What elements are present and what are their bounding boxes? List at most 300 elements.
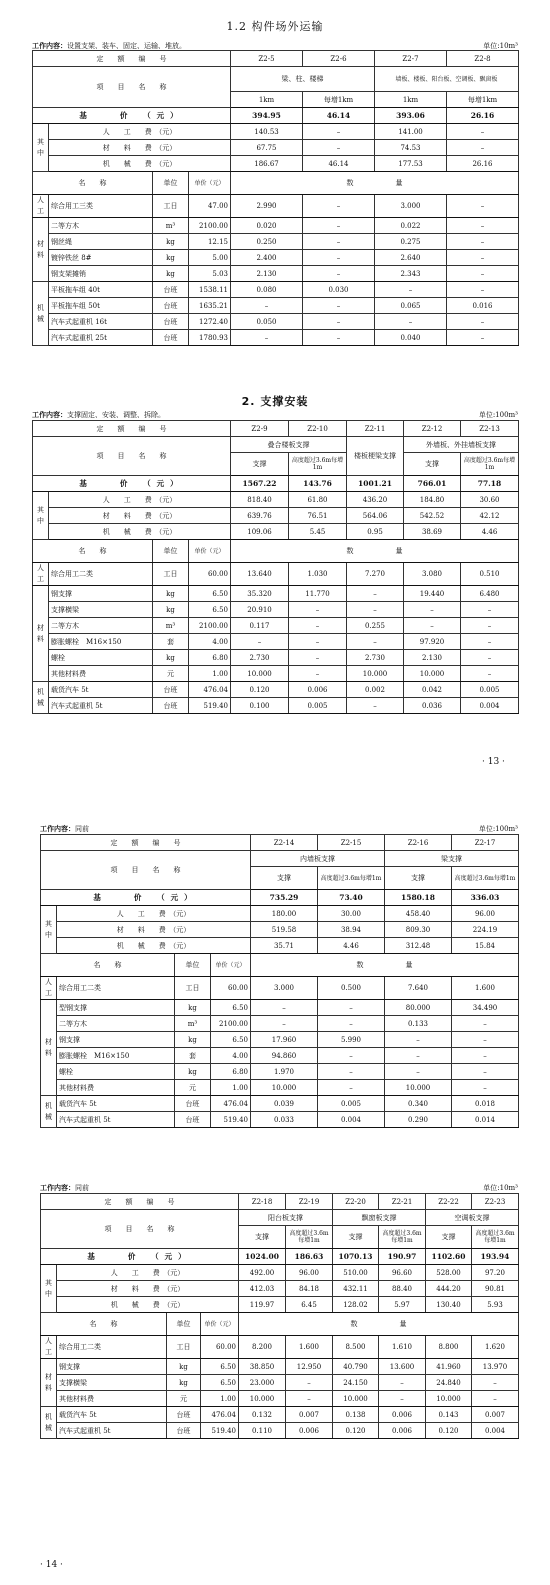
quota-code: Z2-20 [333,1194,379,1210]
quantity-value: – [303,195,375,218]
base-price-value: 26.16 [447,108,519,124]
cost-value: 4.46 [318,938,385,954]
cost-value: 492.00 [239,1265,286,1281]
quantity-value: – [447,330,519,346]
quantity-value: 0.004 [461,698,519,714]
resource-name: 钢支撑 [57,1359,167,1375]
quantity-value: 0.039 [251,1096,318,1112]
quantity-value: – [303,234,375,250]
quantity-value: – [461,618,519,634]
quantity-value: – [447,282,519,298]
name-header: 名 称 [41,1313,167,1336]
cost-value: 542.52 [404,508,461,524]
resource-unit: 工日 [175,977,211,1000]
resource-group-label: 机械 [33,282,49,346]
resource-unit: kg [175,1032,211,1048]
resource-group-label: 机械 [41,1096,57,1128]
cost-label: 机 械 费 （元） [49,524,231,540]
cost-value: 67.75 [231,140,303,156]
base-price-label: 基 价 （元） [41,1249,239,1265]
resource-name: 综合用工三类 [49,195,153,218]
quota-code: Z2-16 [385,835,452,851]
quantity-value: 20.910 [231,602,289,618]
quantity-value: 12.950 [286,1359,333,1375]
base-price-label: 基 价 （元） [33,108,231,124]
resource-name: 钢支撑 [49,586,153,602]
cost-row [33,156,519,172]
unit-label: 单位:100m³ [478,411,518,419]
cost-value: 97.20 [472,1265,519,1281]
quantity-value: 41.960 [426,1359,472,1375]
item-sub: 高度超过3.6m每增1m [461,453,519,476]
quantity-value: – [379,1375,426,1391]
resource-price: 4.00 [189,634,231,650]
resource-name: 其他材料费 [49,666,153,682]
resource-price: 519.40 [211,1112,251,1128]
cost-value: 0.95 [347,524,404,540]
item-group: 梁支撑 [385,851,519,867]
cost-value: 519.58 [251,922,318,938]
quantity-value: 0.016 [447,298,519,314]
cost-label: 机 械 费 （元） [57,938,251,954]
quantity-value: 6.480 [461,586,519,602]
resource-row [41,1375,519,1391]
resource-price: 6.50 [189,602,231,618]
quantity-value: – [447,266,519,282]
resource-unit: 台班 [153,698,189,714]
cost-label: 机 械 费 （元） [57,1297,239,1313]
resource-row [33,666,519,682]
resource-group-label: 材料 [41,1000,57,1096]
cost-value: 130.40 [426,1297,472,1313]
cost-value: 809.30 [385,922,452,938]
quantity-value: – [303,218,375,234]
quantity-value: 1.030 [289,563,347,586]
resource-unit: 台班 [167,1423,201,1439]
cost-value: 15.84 [452,938,519,954]
quantity-value: 0.036 [404,698,461,714]
quantity-value: 0.018 [452,1096,519,1112]
resource-price: 5.03 [189,266,231,282]
quantity-value: – [461,666,519,682]
quantity-value: – [318,1000,385,1016]
price-header: 单价（元） [211,954,251,977]
base-price-value: 190.97 [379,1249,426,1265]
resource-group-label: 机械 [33,682,49,714]
cost-value: 76.51 [289,508,347,524]
cost-label: 人 工 费 （元） [57,906,251,922]
cost-value: 84.18 [286,1281,333,1297]
quantity-value: – [452,1064,519,1080]
resource-name: 载货汽车 5t [57,1407,167,1423]
quantity-value: 2.730 [231,650,289,666]
quota-table-3 [40,834,519,1128]
resource-name: 汽车式起重机 5t [57,1423,167,1439]
item-sub: 每增1km [303,92,375,108]
item-sub: 高度超过3.6m每增1m [318,867,385,890]
cost-value: 46.14 [303,156,375,172]
cost-value: 140.53 [231,124,303,140]
cost-value: 74.53 [375,140,447,156]
resource-name: 汽车式起重机 16t [49,314,153,330]
resource-group-label: 材料 [33,218,49,282]
resource-unit: 台班 [175,1096,211,1112]
resource-row [41,1423,519,1439]
quantity-header: 数 量 [231,172,519,195]
resource-row [33,330,519,346]
resource-price: 476.04 [201,1407,239,1423]
resource-name: 钢丝绳 [49,234,153,250]
resource-unit: 台班 [175,1112,211,1128]
cost-value: – [447,124,519,140]
code-header: 定 额 编 号 [41,835,251,851]
quantity-value: 0.255 [347,618,404,634]
quantity-value: 13.970 [472,1359,519,1375]
quantity-value: 0.040 [375,330,447,346]
resource-unit: kg [153,602,189,618]
item-sub: 高度超过3.6m每增1m [286,1226,333,1249]
cost-value: 564.06 [347,508,404,524]
quantity-value: 0.110 [239,1423,286,1439]
resource-group-label: 材料 [41,1359,57,1407]
quantity-value: 0.022 [375,218,447,234]
quantity-value: 3.000 [375,195,447,218]
resource-unit: 工日 [153,563,189,586]
resource-group-label: 人工 [41,1336,57,1359]
base-price-label: 基 价 （元） [33,476,231,492]
quantity-value: 0.120 [333,1423,379,1439]
resource-header-row [41,1313,519,1336]
quantity-value: 0.133 [385,1016,452,1032]
quota-code: Z2-13 [461,421,519,437]
quantity-value: 2.343 [375,266,447,282]
resource-header-row [33,172,519,195]
resource-price: 60.00 [211,977,251,1000]
quantity-value: 24.150 [333,1375,379,1391]
code-row [33,421,519,437]
quantity-value: – [452,1048,519,1064]
quantity-value: 0.005 [461,682,519,698]
cost-label: 人 工 费 （元） [57,1265,239,1281]
quantity-value: 10.000 [251,1080,318,1096]
base-price-value: 336.03 [452,890,519,906]
resource-row [41,1000,519,1016]
base-price-value: 73.40 [318,890,385,906]
resource-price: 6.50 [211,1000,251,1016]
resource-unit: 台班 [153,330,189,346]
resource-row [33,634,519,650]
cost-value: – [303,124,375,140]
resource-row [33,218,519,234]
resource-row [41,1032,519,1048]
resource-price: 5.00 [189,250,231,266]
quantity-value: – [375,314,447,330]
base-price-value: 1001.21 [347,476,404,492]
resource-price: 60.00 [201,1336,239,1359]
resource-name: 二等方木 [49,218,153,234]
cost-value: 88.40 [379,1281,426,1297]
quantity-value: – [289,634,347,650]
cost-value: 119.97 [239,1297,286,1313]
work-content [40,824,89,834]
quantity-header: 数 量 [251,954,519,977]
quantity-value: 1.600 [286,1336,333,1359]
name-header: 名 称 [41,954,175,977]
resource-row [33,698,519,714]
resource-price: 2100.00 [211,1016,251,1032]
name-header: 名 称 [33,172,153,195]
resource-price: 519.40 [201,1423,239,1439]
quantity-value: 0.132 [239,1407,286,1423]
quantity-value: 2.130 [231,266,303,282]
quantity-value: 0.510 [461,563,519,586]
quantity-value: – [289,666,347,682]
work-content [40,1183,89,1193]
quantity-value: 0.100 [231,698,289,714]
resource-price: 1.00 [189,666,231,682]
quantity-value: 17.960 [251,1032,318,1048]
resource-name: 汽车式起重机 5t [49,698,153,714]
quantity-header: 数 量 [239,1313,519,1336]
cost-label: 材 料 费 （元） [49,140,231,156]
quantity-value: 0.014 [452,1112,519,1128]
quantity-value: 3.000 [251,977,318,1000]
quantity-value: 80.000 [385,1000,452,1016]
cost-label: 机 械 费 （元） [49,156,231,172]
resource-price: 519.40 [189,698,231,714]
base-price-value: 1580.18 [385,890,452,906]
cost-value: 128.02 [333,1297,379,1313]
quota-code: Z2-12 [404,421,461,437]
quantity-value: 1.600 [452,977,519,1000]
resource-unit: 工日 [167,1336,201,1359]
quantity-value: 0.006 [379,1407,426,1423]
quantity-value: 11.770 [289,586,347,602]
quantity-value: 0.006 [286,1423,333,1439]
resource-price: 6.50 [189,586,231,602]
resource-name: 综合用工二类 [57,977,175,1000]
item-group: 叠合楼板支撑 [231,437,347,453]
cost-label: 人 工 费 （元） [49,124,231,140]
cost-row [41,1281,519,1297]
quantity-value: – [318,1048,385,1064]
resource-name: 其他材料费 [57,1391,167,1407]
quantity-value: 10.000 [385,1080,452,1096]
item-sub: 高度超过3.6m每增1m [472,1226,519,1249]
cost-value: 639.76 [231,508,289,524]
cost-value: – [447,140,519,156]
item-header: 项 目 名 称 [41,851,251,890]
resource-unit: 台班 [153,314,189,330]
quota-code: Z2-19 [286,1194,333,1210]
cost-value: 5.45 [289,524,347,540]
quantity-value: – [303,330,375,346]
cost-value: 42.12 [461,508,519,524]
cost-group-label: 其中 [41,906,57,954]
quota-code: Z2-18 [239,1194,286,1210]
resource-name: 综合用工二类 [49,563,153,586]
resource-row [41,1359,519,1375]
quantity-value: – [251,1000,318,1016]
cost-value: 61.80 [289,492,347,508]
quantity-value: 13.640 [231,563,289,586]
resource-price: 2100.00 [189,218,231,234]
quantity-value: 10.000 [333,1391,379,1407]
section-title: 2. 支撑安装 [241,395,309,408]
resource-name: 二等方木 [49,618,153,634]
base-price-value: 393.06 [375,108,447,124]
cost-row [33,492,519,508]
base-price-value: 1070.13 [333,1249,379,1265]
quantity-value: 0.005 [318,1096,385,1112]
resource-unit: m³ [153,218,189,234]
quota-code: Z2-17 [452,835,519,851]
item-group: 空调板支撑 [426,1210,519,1226]
quantity-value: 0.004 [472,1423,519,1439]
base-price-value: 394.95 [231,108,303,124]
quota-code: Z2-11 [347,421,404,437]
quantity-value: 23.000 [239,1375,286,1391]
resource-price: 60.00 [189,563,231,586]
quota-table-1 [32,50,519,346]
section-title: 1.2 构件场外运输 [226,20,324,33]
item-sub: 支撑 [404,453,461,476]
resource-group-label: 材料 [33,586,49,682]
group-row [33,437,519,453]
quantity-value: – [461,602,519,618]
work-content-label: 工作内容： [40,825,75,833]
cost-value: 90.81 [472,1281,519,1297]
cost-label: 材 料 费 （元） [49,508,231,524]
resource-name: 平板拖车组 50t [49,298,153,314]
base-price-row [33,108,519,124]
resource-row [41,1080,519,1096]
quantity-value: 2.640 [375,250,447,266]
code-header: 定 额 编 号 [41,1194,239,1210]
quantity-value: 0.005 [289,698,347,714]
resource-name: 载货汽车 5t [57,1096,175,1112]
quantity-value: 0.275 [375,234,447,250]
cost-row [33,124,519,140]
resource-row [41,1112,519,1128]
item-sub: 高度超过3.6m每增1m [452,867,519,890]
cost-value: 109.06 [231,524,289,540]
cost-value: 30.60 [461,492,519,508]
resource-name: 其他材料费 [57,1080,175,1096]
quantity-value: – [231,298,303,314]
cost-row [33,508,519,524]
item-sub: 1km [231,92,303,108]
quota-code: Z2-9 [231,421,289,437]
quantity-value: 0.120 [426,1423,472,1439]
quantity-value: – [452,1032,519,1048]
quantity-value: 0.020 [231,218,303,234]
resource-price: 476.04 [211,1096,251,1112]
quantity-value: – [452,1080,519,1096]
resource-unit: kg [153,650,189,666]
cost-value: 177.53 [375,156,447,172]
resource-row [33,602,519,618]
quota-code: Z2-14 [251,835,318,851]
base-price-value: 735.29 [251,890,318,906]
quota-code: Z2-23 [472,1194,519,1210]
resource-price: 6.80 [211,1064,251,1080]
quantity-value: 94.860 [251,1048,318,1064]
quantity-value: 10.000 [404,666,461,682]
resource-row [33,682,519,698]
price-header: 单价（元） [201,1313,239,1336]
cost-row [41,938,519,954]
resource-price: 1.00 [211,1080,251,1096]
resource-price: 6.50 [211,1032,251,1048]
quantity-value: 2.400 [231,250,303,266]
base-price-row [33,476,519,492]
quota-code: Z2-6 [303,51,375,67]
resource-unit: kg [153,266,189,282]
quantity-value: 0.007 [472,1407,519,1423]
quantity-value: – [289,618,347,634]
resource-row [33,298,519,314]
resource-unit: 台班 [153,282,189,298]
quantity-value: – [231,330,303,346]
item-sub: 支撑 [239,1226,286,1249]
work-content-label: 工作内容： [32,42,67,50]
cost-group-label: 其中 [33,492,49,540]
resource-unit: 元 [175,1080,211,1096]
quantity-value: 0.080 [231,282,303,298]
item-group: 外墙板、外挂墙板支撑 [404,437,519,453]
quota-code: Z2-10 [289,421,347,437]
quantity-value: 0.138 [333,1407,379,1423]
quota-code: Z2-21 [379,1194,426,1210]
resource-row [33,234,519,250]
price-header: 单价（元） [189,172,231,195]
cost-value: 818.40 [231,492,289,508]
quantity-value: – [251,1016,318,1032]
quantity-value: – [472,1375,519,1391]
quantity-value: 1.970 [251,1064,318,1080]
quantity-value: 24.840 [426,1375,472,1391]
base-price-value: 77.18 [461,476,519,492]
base-price-label: 基 价 （元） [41,890,251,906]
quantity-value: 8.200 [239,1336,286,1359]
resource-price: 4.00 [211,1048,251,1064]
item-group: 阳台板支撑 [239,1210,333,1226]
quantity-value: – [347,586,404,602]
quantity-value: – [447,195,519,218]
base-price-value: 143.76 [289,476,347,492]
unit-header: 单位 [175,954,211,977]
resource-price: 2100.00 [189,618,231,634]
quantity-value: 0.340 [385,1096,452,1112]
quantity-value: 0.042 [404,682,461,698]
quantity-value: 0.250 [231,234,303,250]
quantity-value: 0.006 [289,682,347,698]
resource-name: 汽车式起重机 5t [57,1112,175,1128]
cost-value: 38.94 [318,922,385,938]
quantity-value: 10.000 [231,666,289,682]
cost-group-label: 其中 [41,1265,57,1313]
resource-name: 镀锌铁丝 8# [49,250,153,266]
item-sub: 支撑 [333,1226,379,1249]
cost-value: 186.67 [231,156,303,172]
cost-value: 26.16 [447,156,519,172]
quantity-value: 5.990 [318,1032,385,1048]
quantity-value: – [461,650,519,666]
resource-name: 二等方木 [57,1016,175,1032]
resource-unit: m³ [153,618,189,634]
work-content-text: 同前 [75,1184,89,1192]
